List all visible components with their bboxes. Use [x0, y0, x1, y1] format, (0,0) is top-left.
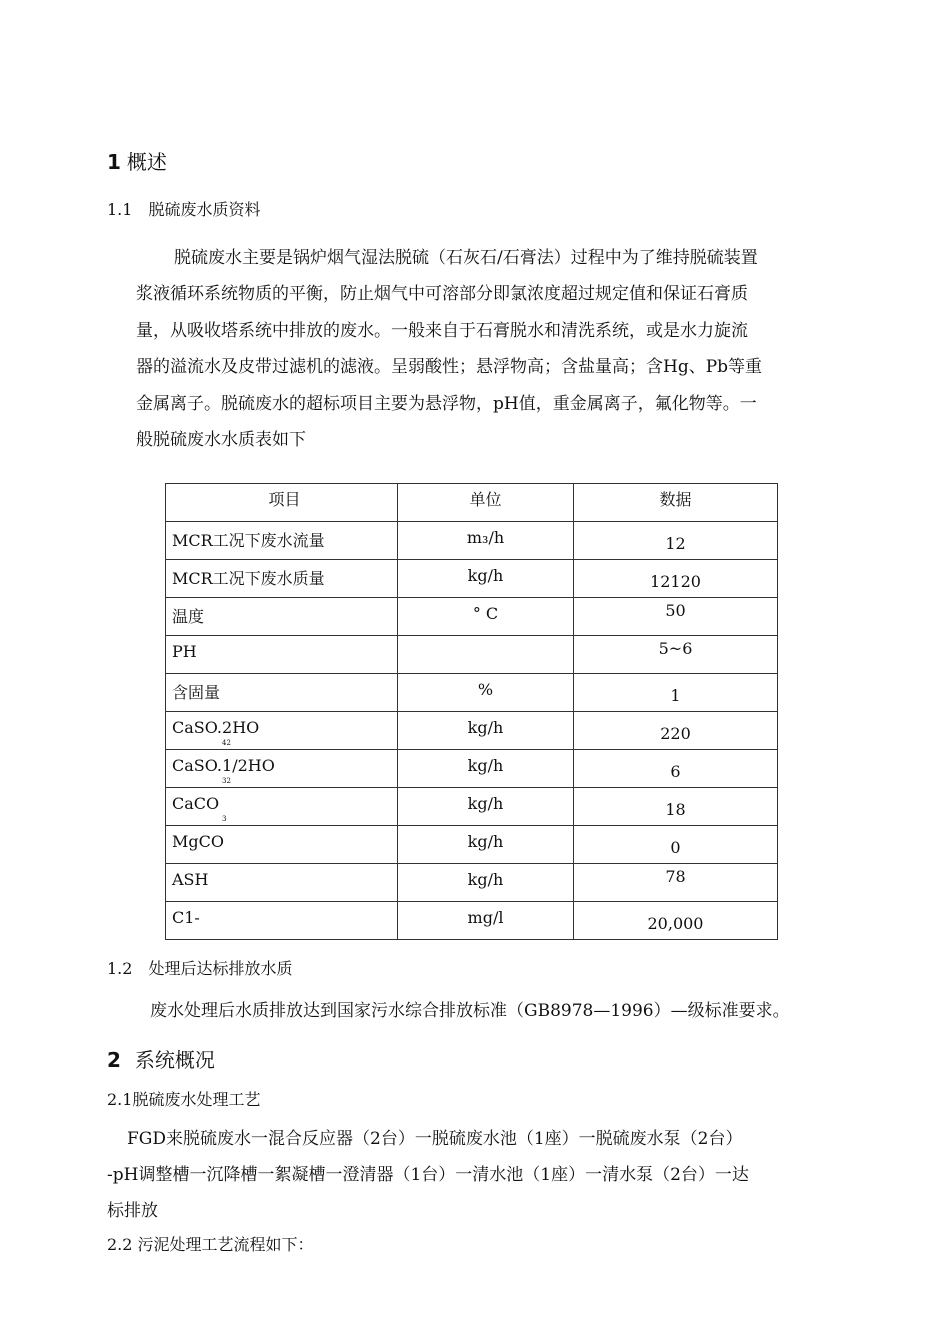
- table-cell-item: MCR工况下废水质量: [166, 560, 398, 598]
- subscript: 32: [222, 777, 231, 785]
- paragraph-process-flow: [107, 1121, 837, 1229]
- section-2-title: 系统概况: [134, 1048, 215, 1072]
- table-header-cell: 单位: [398, 484, 574, 522]
- subsection-1-2-number: 1.2: [107, 959, 133, 978]
- subsection-1-1-number: 1.1: [107, 200, 133, 219]
- table-row: [166, 674, 778, 712]
- table-cell-value: 0: [574, 826, 778, 864]
- table-cell-value: 20,000: [574, 902, 778, 940]
- table-row: [166, 560, 778, 598]
- table-row: [166, 522, 778, 560]
- table-cell-unit: kg/h: [398, 788, 574, 826]
- section-1-heading: [107, 146, 167, 175]
- table-row: [166, 788, 778, 826]
- table-cell-unit: m₃/h: [398, 522, 574, 560]
- table-row: [166, 750, 778, 788]
- table-cell-item: CaCO 3: [166, 788, 398, 826]
- table-cell-unit: kg/h: [398, 750, 574, 788]
- paragraph-line: 标排放: [107, 1201, 158, 1221]
- subsection-1-1-title: 脱硫废水质资料: [148, 200, 261, 219]
- table-cell-item: MCR工况下废水流量: [166, 522, 398, 560]
- table-cell-item: PH: [166, 636, 398, 674]
- table-cell-value: 50: [574, 598, 778, 636]
- table-cell-value: 1: [574, 674, 778, 712]
- table-row: [166, 864, 778, 902]
- table-cell-item: 温度: [166, 598, 398, 636]
- table-cell-item: 含固量: [166, 674, 398, 712]
- table-cell-item: ASH: [166, 864, 398, 902]
- table-row: [166, 826, 778, 864]
- paragraph-line: -pH调整槽一沉降槽一絮凝槽一澄清器（1台）一清水池（1座）一清水泵（2台）一达: [107, 1165, 749, 1185]
- paragraph-discharge-standard: 废水处理后水质排放达到国家污水综合排放标准（GB8978—1996）—级标准要求。: [150, 1001, 790, 1021]
- table-cell-value: 12120: [574, 560, 778, 598]
- table-cell-value: 12: [574, 522, 778, 560]
- section-1-number: 1: [107, 150, 121, 174]
- table-cell-item: CaSO.1/2HO 32: [166, 750, 398, 788]
- table-header-row: [166, 484, 778, 522]
- table-cell-unit: kg/h: [398, 560, 574, 598]
- paragraph-line: 般脱硫废水水质表如下: [136, 430, 306, 451]
- paragraph-wastewater-description: [136, 240, 836, 458]
- water-quality-table: [165, 483, 778, 940]
- table-cell-unit: kg/h: [398, 826, 574, 864]
- table-cell-unit: [398, 636, 574, 674]
- paragraph-line: FGD来脱硫废水一混合反应器（2台）一脱硫废水池（1座）一脱硫废水泵（2台）: [127, 1129, 743, 1149]
- paragraph-line: 器的溢流水及皮带过滤机的滤液。呈弱酸性；悬浮物高；含盐量高；含Hg、Pb等重: [136, 357, 763, 378]
- section-2-number: 2: [107, 1048, 121, 1072]
- table-row: [166, 902, 778, 940]
- subsection-1-2-title: 处理后达标排放水质: [148, 959, 293, 978]
- paragraph-line: 量，从吸收塔系统中排放的废水。一般来自于石膏脱水和清洗系统，或是水力旋流: [136, 320, 748, 341]
- table-cell-unit: mg/l: [398, 902, 574, 940]
- subsection-2-1-heading: 2.1脱硫废水处理工艺: [107, 1090, 261, 1109]
- table-cell-unit: %: [398, 674, 574, 712]
- paragraph-line: 脱硫废水主要是锅炉烟气湿法脱硫（石灰石/石膏法）过程中为了维持脱硫装置: [174, 248, 758, 268]
- subsection-1-1-heading: [107, 197, 260, 220]
- subsection-1-2-heading: [107, 956, 292, 979]
- table-cell-unit: ° C: [398, 598, 574, 636]
- table-row: [166, 598, 778, 636]
- subsection-2-2-heading: 2.2 污泥处理工艺流程如下：: [107, 1235, 314, 1254]
- table-header-cell: 项目: [166, 484, 398, 522]
- table-cell-value: 18: [574, 788, 778, 826]
- table-cell-item: C1-: [166, 902, 398, 940]
- paragraph-line: 金属离子。脱硫废水的超标项目主要为悬浮物，pH值，重金属离子，氟化物等。一: [136, 393, 757, 414]
- table-header-cell: 数据: [574, 484, 778, 522]
- table-cell-unit: kg/h: [398, 864, 574, 902]
- table-cell-value: 5~6: [574, 636, 778, 674]
- table-cell-value: 78: [574, 864, 778, 902]
- table-cell-item: MgCO: [166, 826, 398, 864]
- table-cell-value: 220: [574, 712, 778, 750]
- table-cell-item: CaSO.2HO 42: [166, 712, 398, 750]
- paragraph-line: 浆液循环系统物质的平衡，防止烟气中可溶部分即氯浓度超过规定值和保证石膏质: [136, 284, 748, 305]
- table-cell-unit: kg/h: [398, 712, 574, 750]
- table-row: [166, 712, 778, 750]
- section-1-title: 概述: [126, 150, 167, 174]
- table-row: [166, 636, 778, 674]
- section-2-heading: [107, 1044, 215, 1073]
- subscript: 42: [222, 739, 231, 747]
- subscript: 3: [222, 815, 227, 823]
- table-cell-value: 6: [574, 750, 778, 788]
